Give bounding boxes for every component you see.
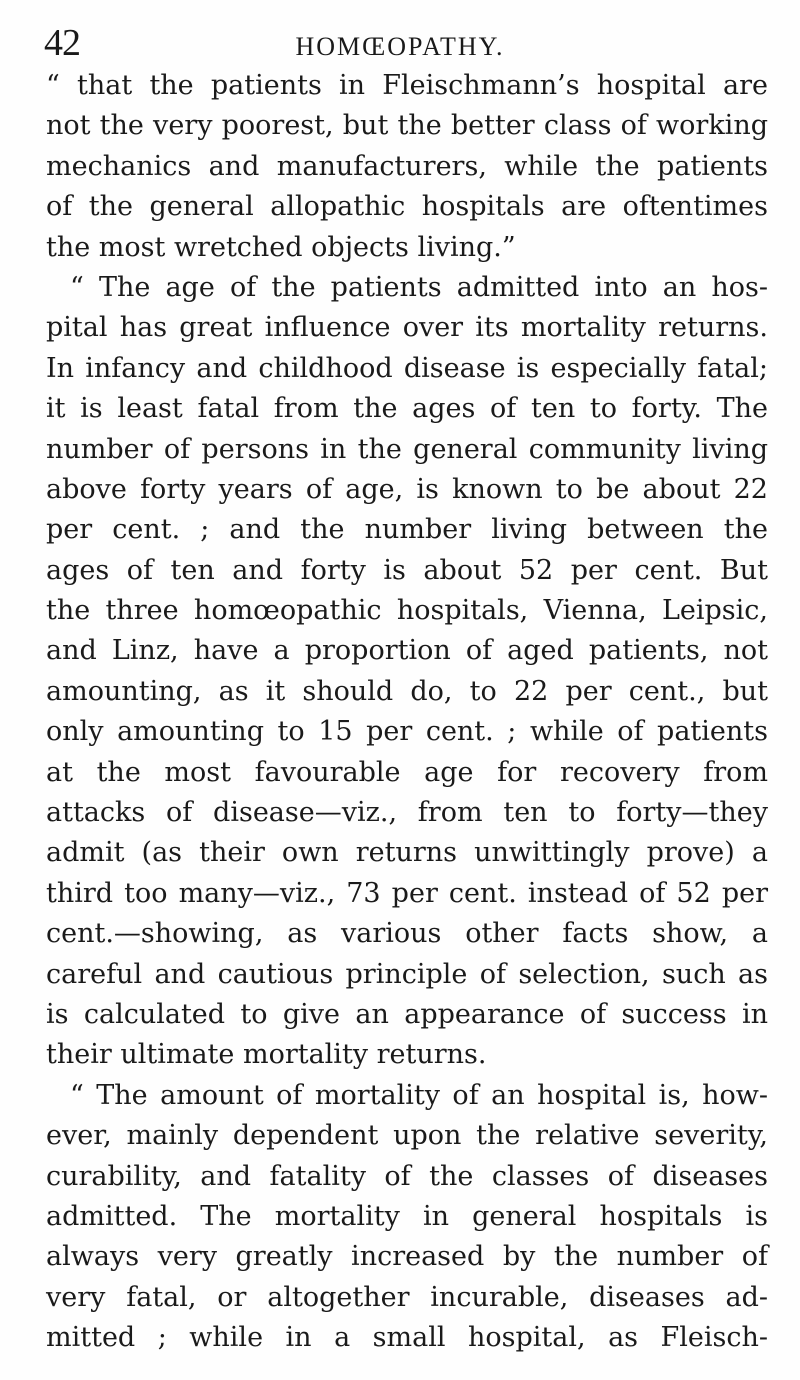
text-line: mechanics and manufacturers, while the patients xyxy=(46,150,768,182)
text-line: of the general allopathic hospitals are oftentimes xyxy=(46,191,768,223)
text-line: careful and cautious principle of selection, such as xyxy=(46,958,768,990)
text-line: mitted ; while in a small hospital, as Fleisch- xyxy=(46,1322,768,1354)
text-line: cent.—showing, as various other facts show, a xyxy=(46,918,768,950)
text-line: “ The amount of mortality of an hospital is, how- xyxy=(70,1079,768,1111)
text-line: “ The age of the patients admitted into an hos- xyxy=(70,271,768,303)
text-line: curability, and fatality of the classes of diseases xyxy=(46,1160,768,1192)
running-title: HOMŒOPATHY. xyxy=(295,32,505,61)
text-line: number of persons in the general community living xyxy=(46,433,768,465)
text-line: pital has great influence over its mortality returns. xyxy=(46,312,768,344)
text-line: their ultimate mortality returns. xyxy=(46,1039,487,1071)
text-line: at the most favourable age for recovery from xyxy=(46,756,768,788)
text-line: attacks of disease—viz., from ten to forty—they xyxy=(46,797,768,829)
text-line: admit (as their own returns unwittingly prove) a xyxy=(46,837,768,869)
text-line: above forty years of age, is known to be about 22 xyxy=(46,473,768,505)
text-line: admitted. The mortality in general hospitals is xyxy=(46,1200,768,1232)
text-line: is calculated to give an appearance of success in xyxy=(46,998,768,1030)
text-line: In infancy and childhood disease is especially fatal; xyxy=(46,352,768,384)
text-line: ages of ten and forty is about 52 per cent. But xyxy=(46,554,768,586)
text-line: it is least fatal from the ages of ten to forty. The xyxy=(46,393,768,425)
text-line: and Linz, have a proportion of aged patients, not xyxy=(46,635,768,667)
text-line: “ that the patients in Fleischmann’s hospital are xyxy=(46,70,768,101)
text-line: very fatal, or altogether incurable, diseases ad- xyxy=(46,1281,768,1313)
text-line: third too many—viz., 73 per cent. instead of 52 per xyxy=(46,877,768,909)
page-number: 42 xyxy=(44,22,80,64)
text-line: always very greatly increased by the number of xyxy=(46,1241,768,1273)
text-line: only amounting to 15 per cent. ; while of patients xyxy=(46,716,768,748)
text-line: the three homœopathic hospitals, Vienna, Leipsic, xyxy=(46,595,768,627)
text-line: the most wretched objects living.” xyxy=(46,231,516,263)
text-line: per cent. ; and the number living between the xyxy=(46,514,768,546)
text-line: amounting, as it should do, to 22 per cent., but xyxy=(46,675,768,707)
text-line: ever, mainly dependent upon the relative severity, xyxy=(46,1120,768,1152)
body-text xyxy=(46,66,768,1359)
text-line: not the very poorest, but the better class of working xyxy=(46,110,768,142)
